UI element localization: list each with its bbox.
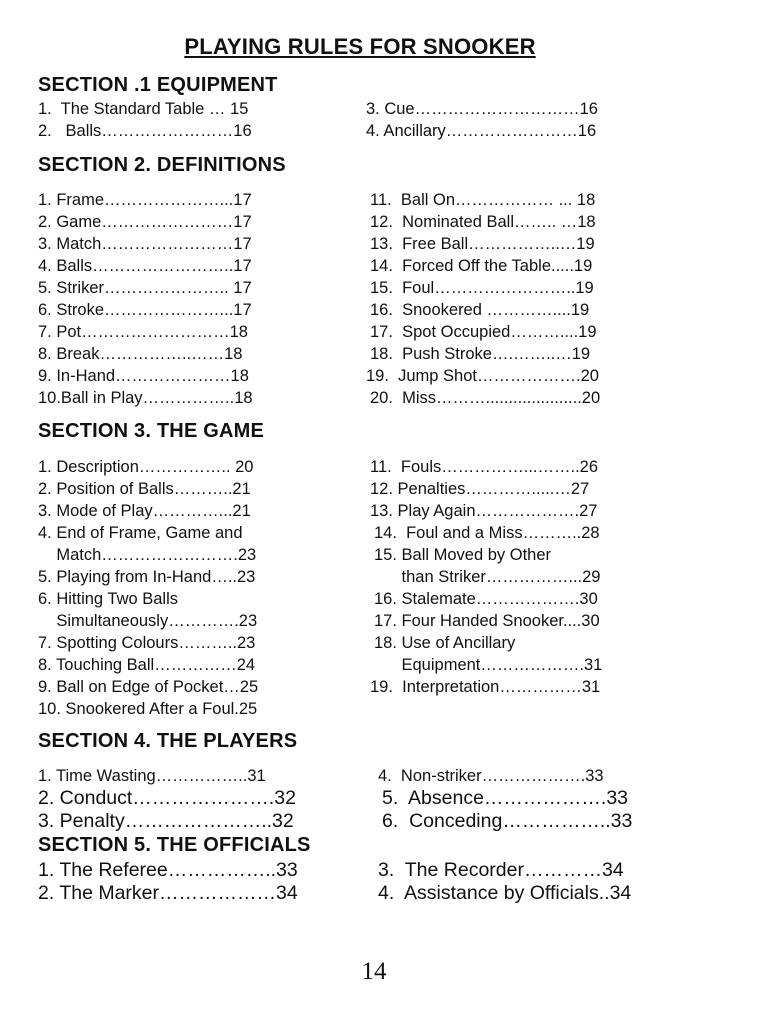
toc-entry-left: 1. Time Wasting……………..31 [38, 767, 266, 785]
toc-entry-right: 4. Assistance by Officials..34 [378, 882, 632, 904]
page-title: PLAYING RULES FOR SNOOKER [184, 34, 536, 59]
toc-entry-right: 5. Absence……………….33 [382, 787, 629, 809]
toc-entry-left: Match…………………….23 [38, 546, 257, 564]
toc-entry-left: 1. Frame…………………...17 [38, 191, 252, 209]
toc-entry-left: 7. Pot………………………18 [38, 323, 248, 341]
toc-entry-right: 15. Foul……………………..19 [370, 279, 594, 297]
toc-entry-left: 4. End of Frame, Game and [38, 524, 243, 542]
toc-entry-left: 3. Mode of Play…………...21 [38, 502, 251, 520]
toc-entry-left: 8. Break……………..……18 [38, 345, 243, 363]
section-4-heading: SECTION 4. THE PLAYERS [38, 730, 298, 752]
toc-entry-right: 18. Use of Ancillary [374, 634, 516, 652]
toc-entry-right: than Striker……………...29 [374, 568, 601, 586]
toc-entry-right: 13. Free Ball……………..…19 [370, 235, 595, 253]
toc-entry-left: 1. Description…………….. 20 [38, 458, 254, 476]
toc-entry-left: 4. Balls……………………..17 [38, 257, 252, 275]
section-2-heading: SECTION 2. DEFINITIONS [38, 154, 286, 176]
toc-entry-right: 12. Nominated Ball…….. …18 [370, 213, 596, 231]
toc-entry-left: 9. Ball on Edge of Pocket…25 [38, 678, 259, 696]
toc-entry-right: Equipment……………….31 [374, 656, 603, 674]
toc-entry-left: 2. Position of Balls………..21 [38, 480, 251, 498]
toc-entry-right: 4. Ancillary……………………16 [366, 122, 597, 140]
toc-entry-right: 14. Foul and a Miss………..28 [374, 524, 600, 542]
toc-entry-left: Simultaneously………….23 [38, 612, 258, 630]
toc-entry-right: 19. Jump Shot……………….20 [366, 367, 599, 385]
toc-entry-left: 8. Touching Ball……………24 [38, 656, 256, 674]
toc-entry-right: 15. Ball Moved by Other [374, 546, 552, 564]
toc-entry-left: 10.Ball in Play……………..18 [38, 389, 253, 407]
section-5-heading: SECTION 5. THE OFFICIALS [38, 834, 311, 856]
toc-entry-right: 17. Spot Occupied………....19 [370, 323, 597, 341]
toc-entry-left: 5. Striker………………….. 17 [38, 279, 252, 297]
toc-entry-left: 6. Hitting Two Balls [38, 590, 179, 608]
toc-entry-left: 7. Spotting Colours………..23 [38, 634, 256, 652]
toc-entry-right: 4. Non-striker……………….33 [378, 767, 604, 785]
toc-entry-left: 2. Conduct………………….32 [38, 787, 296, 809]
toc-entry-right: 16. Snookered …………....19 [370, 301, 590, 319]
toc-entry-right: 16. Stalemate……………….30 [374, 590, 598, 608]
toc-entry-left: 2. Game……………………17 [38, 213, 252, 231]
page-number: 14 [361, 958, 387, 985]
toc-entry-right: 3. The Recorder…………34 [378, 859, 624, 881]
toc-entry-right: 19. Interpretation……………31 [370, 678, 601, 696]
toc-entry-left: 2. The Marker………………34 [38, 882, 298, 904]
toc-entry-right: 11. Fouls……………...……..26 [370, 458, 599, 476]
toc-entry-right: 3. Cue…………………………16 [366, 100, 598, 118]
toc-entry-right: 14. Forced Off the Table.....19 [370, 257, 593, 275]
toc-entry-right: 6. Conceding……………..33 [382, 810, 633, 832]
toc-entry-left: 2. Balls……………………16 [38, 122, 252, 140]
toc-entry-right: 20. Miss……….....................20 [370, 389, 601, 407]
toc-entry-right: 18. Push Stroke….……..…19 [370, 345, 591, 363]
toc-entry-right: 11. Ball On……………… ... 18 [370, 191, 596, 209]
toc-entry-right: 12. Penalties………….....…27 [370, 480, 590, 498]
toc-entry-left: 5. Playing from In-Hand…..23 [38, 568, 256, 586]
section-1-heading: SECTION .1 EQUIPMENT [38, 74, 278, 96]
section-3-heading: SECTION 3. THE GAME [38, 420, 265, 442]
toc-entry-left: 3. Penalty…………………..32 [38, 810, 294, 832]
toc-entry-right: 13. Play Again……………….27 [370, 502, 598, 520]
toc-entry-left: 1. The Referee……………..33 [38, 859, 298, 881]
toc-entry-left: 6. Stroke…………………...17 [38, 301, 252, 319]
toc-entry-right: 17. Four Handed Snooker....30 [374, 612, 600, 630]
toc-entry-left: 10. Snookered After a Foul.25 [38, 700, 258, 718]
toc-entry-left: 9. In-Hand…………………18 [38, 367, 249, 385]
toc-entry-left: 3. Match……………………17 [38, 235, 252, 253]
toc-entry-left: 1. The Standard Table … 15 [38, 100, 249, 118]
